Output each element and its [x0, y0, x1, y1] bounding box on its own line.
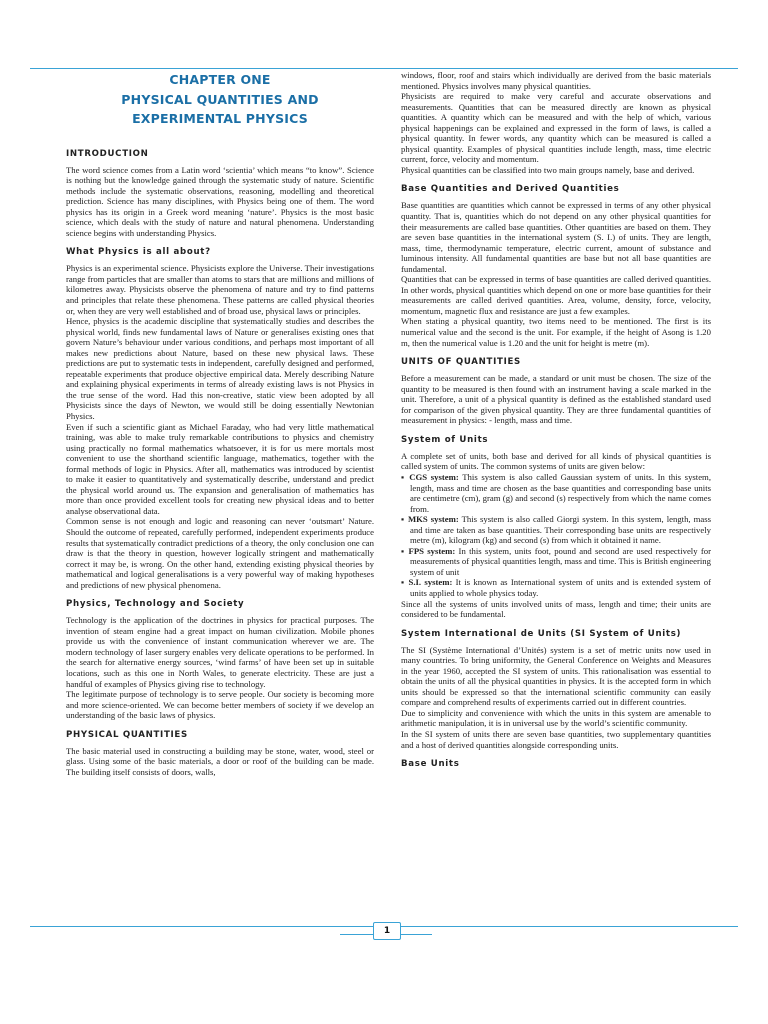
top-rule — [30, 68, 738, 69]
fps-text: In this system, units foot, pound and second are used respectively for measurements of physical quantities length, mass and time. This is British engineering system of unit — [410, 545, 711, 577]
paragraph-introduction: The word science comes from a Latin word ‘scientia’ which means “to know”. Science is nothing but the knowledge gained through the systematic study of nature. Scientific methods include the systematic observations, reasoning, modelling and theoretical prediction. Science has many disciplines, with Physics being one of them. The word physics has its origin in a Greek word meaning ‘nature’. Physics is the most basic science, which deals with the study of nature and natural phenomena. Understanding science begins with understanding Physics. — [66, 164, 374, 238]
section-heading-what-physics: What Physics is all about? — [66, 247, 211, 258]
chapter-number: CHAPTER ONE — [169, 72, 271, 87]
chapter-title-line-1: PHYSICAL QUANTITIES AND — [121, 91, 319, 107]
footer-rule-left-accent — [340, 934, 373, 935]
list-item-si: ▪ S.I. system: It is known as International system of units and is extended system of units applied to whole physics today. — [401, 577, 711, 598]
fps-label: FPS system: — [408, 545, 456, 556]
paragraph-what-physics-2: Hence, physics is the academic discipline that systematically studies and describes the physical world, finds new fundamental laws of Nature or generalises existing ones that govern Nature’s behaviour under various conditions, and perhaps most important of all makes new predictions about Nature, based on these new physical laws. These predictions are put to systematic tests in independent, carefully designed and performed, repeatable experiments that produce objective empirical data. Merely describing Nature and explaining physical experiments in terms of already existing laws is not Physics in the true sense of the word. Had this non-creative, static view been adopted by all Physicists since the days of Newton, we would still be doing essentially Newtonian Physics. — [66, 316, 374, 421]
paragraph-fundamental-units: Since all the systems of units involved units of mass, length and time; their units are considered to be fundamental. — [401, 598, 711, 620]
paragraph-physicists: Physicists are required to make very careful and accurate observations and measurements. Quantities that can be measured directly are known as physical quantities. A quantity which can be measured and with the help of which, various physical happenings can be explained and expressed in the form of laws, is called a physical quantity. In fewer words, any quantity which can be measured is called a physical quantity. Examples of physical quantities include length, mass, time electric current, force, velocity and momentum. — [401, 91, 711, 165]
list-item-cgs: ▪ CGS system: This system is also called Gaussian system of units. In this system, length, mass and time are chosen as the base quantities and corresponding base units are centimetre (cm), gram (g) and second (s) respectively from which the name comes from. — [401, 471, 711, 514]
paragraph-physical-quantities: The basic material used in constructing a building may be stone, water, wood, steel or glass. Using some of the basic materials, a door or roof of the building can be made. The building itself consists of doors, walls, — [66, 745, 374, 777]
paragraph-technology-1: Technology is the application of the doctrines in physics for practical purposes. The invention of steam engine had a great impact on human civilization. Mobile phones provide us with the convenience of instant communication wherever we are. The modern technology of laser surgery enables very delicate operations to be performed. In the search for alternative energy sources, ‘wind farms’ of have been set up in suitable locations, such as this one in North Wales, to generate electricity. These are just a handful of examples of Physics giving rise to technology. — [66, 615, 374, 689]
list-item-fps: ▪ FPS system: In this system, units foot, pound and second are used respectively for measurements of physical quantities length, mass and time. This is British engineering system of unit — [401, 545, 711, 577]
section-heading-physical-quantities: PHYSICAL QUANTITIES — [66, 729, 188, 740]
paragraph-what-physics-3: Even if such a scientific giant as Michael Faraday, who had very little mathematical training, was able to make truly remarkable contributions to physics and chemistry using practically no formal mathematics whatsoever, it is for us mere mortals most convenient to use the shorthand scientific language, mathematics, together with the formal methods of logic in Physics. After all, mathematics was introduced by scientist to make it easier to quantitatively and systematically describe, understand and predict the physical world around us. The expansion and generalisation of mathematics has more than once provided excellent tools for creating new physical ideas and to better analyse observational data. — [66, 421, 374, 516]
section-heading-si-system: System International de Units (SI System of Units) — [401, 628, 682, 639]
cgs-label: CGS system: — [409, 471, 459, 482]
footer-rule-left — [30, 926, 373, 927]
footer-rule-right-accent — [400, 934, 432, 935]
paragraph-system-of-units: A complete set of units, both base and derived for all kinds of physical quantities is called system of units. The common systems of units are given below: — [401, 450, 711, 472]
paragraph-continued: windows, floor, roof and stairs which individually are derived from the basic materials mentioned. Physics involves many physical quantities. — [401, 70, 711, 91]
section-heading-introduction: INTRODUCTION — [66, 148, 149, 159]
paragraph-base-quantities: Base quantities are quantities which cannot be expressed in terms of any other physical quantity. That is, quantities which do not depend on any other physical quantities for their measurements are called base quantities. Other quantities are based on them. They are seven base quantities in the international system (S. I.) of units. They are length, mass, time, thermodynamic temperature, electric current, amount of substance and luminous intensity. All fundamental quantities are base but not all base quantities are fundamental. — [401, 200, 711, 274]
left-column — [66, 70, 374, 777]
mks-label: MKS system: — [407, 514, 459, 525]
section-heading-system-of-units: System of Units — [401, 434, 489, 445]
paragraph-si-1: The SI (Système International d’Unités) system is a set of metric units now used in many countries. To bring uniformity, the General Conference on Weights and Measures in the year 1960, accepted the SI system of units. This rationalisation was essential to obtain the units of all the physical quantities in physics. It is the accepted form in which units should be expressed so that the international scientific community can easily compare and comprehend results of experiments carried out in different countries. — [401, 644, 711, 708]
section-heading-base-derived: Base Quantities and Derived Quantities — [401, 184, 620, 195]
paragraph-what-physics-1: Physics is an experimental science. Physicists explore the Universe. Their investigations range from particles that are smaller than atoms to stars that are millions and millions of kilometres away. Physicists observe the phenomena of nature and try to find patterns and principles that relate these phenomena. These patterns are called physical theories or, when they are very well established and of broad use, physical laws or principles. — [66, 263, 374, 316]
paragraph-classification: Physical quantities can be classified into two main groups namely, base and derived. — [401, 164, 695, 175]
chapter-title — [66, 70, 374, 129]
mks-text: This system is also called Giorgi system. In this system, length, mass and time are taken as base quantities. Their corresponding base units are respectively metre (m), kilogram (kg) and second (s) from which it obtained it name. — [410, 514, 711, 546]
section-heading-base-units: Base Units — [401, 759, 460, 770]
paragraph-si-2: Due to simplicity and convenience with which the units in this system are amenable to arithmetic manipulation, it is in universal use by the world’s scientific community. — [401, 707, 711, 729]
section-heading-units-of-quantities: UNITS OF QUANTITIES — [401, 357, 521, 368]
chapter-title-line-2: EXPERIMENTAL PHYSICS — [132, 111, 308, 126]
paragraph-units: Before a measurement can be made, a standard or unit must be chosen. The size of the quantity to be measured is then found with an instrument having a scale marked in the unit. Therefore, a unit of a physical quantity is defined as the established standard used for comparison of the given physical quantity. They are three fundamental quantities of measurement in physics: - length, mass and time. — [401, 373, 711, 426]
paragraph-technology-2: The legitimate purpose of technology is to serve people. Our society is becoming more and more science-oriented. We can become better members of society if we develop an understanding of the basic laws of physics. — [66, 689, 374, 721]
paragraph-derived-quantities: Quantities that can be expressed in terms of base quantities are called derived quantities. In other words, physical quantities which depend on one or more base quantities for their measurements are called derived quantities. Area, volume, density, force, velocity, momentum, magnetic flux and resistance are just a few examples. — [401, 274, 711, 316]
si-label: S.I. system: — [408, 577, 453, 588]
si-text: It is known as International system of units and is extended system of units applied to whole physics today. — [410, 577, 711, 598]
cgs-text: This system is also called Gaussian system of units. In this system, length, mass and time are chosen as the base quantities and corresponding base units are centimetre (cm), gram (g) and second (s) respectively from which the name comes from. — [410, 471, 711, 514]
paragraph-what-physics-4: Common sense is not enough and logic and reasoning can never ‘outsmart’ Nature. Should the outcome of repeated, carefully performed, independent experiments produce results that systematically contradict predictions of a theory, the only conclusion one can draw is that the theory in question, however logically stringent and mathematically correct it may be, is wrong. On the other hand, extending existing physical theories by mathematical and logical generalisations is a very powerful way of making hypotheses and predictions of new physical phenomena. — [66, 516, 374, 590]
list-item-mks: ▪ MKS system: This system is also called Giorgi system. In this system, length, mass and time are taken as base quantities. Their corresponding base units are respectively metre (m), kilogram (kg) and second (s) from which it obtained it name. — [401, 514, 711, 546]
section-heading-physics-technology-society: Physics, Technology and Society — [66, 599, 245, 610]
paragraph-stating-quantity: When stating a physical quantity, two items need to be mentioned. The first is its numerical value and the second is the unit. For example, if the height of Asong is 1.20 m, then the numerical value is 1.20 and the unit for height is metre (m). — [401, 316, 711, 348]
paragraph-si-3: In the SI system of units there are seven base quantities, two supplementary quantities and a host of derived quantities alongside corresponding units. — [401, 728, 711, 750]
footer-rule-right — [400, 926, 738, 927]
page-number: 1 — [373, 922, 401, 940]
right-column — [401, 70, 711, 775]
